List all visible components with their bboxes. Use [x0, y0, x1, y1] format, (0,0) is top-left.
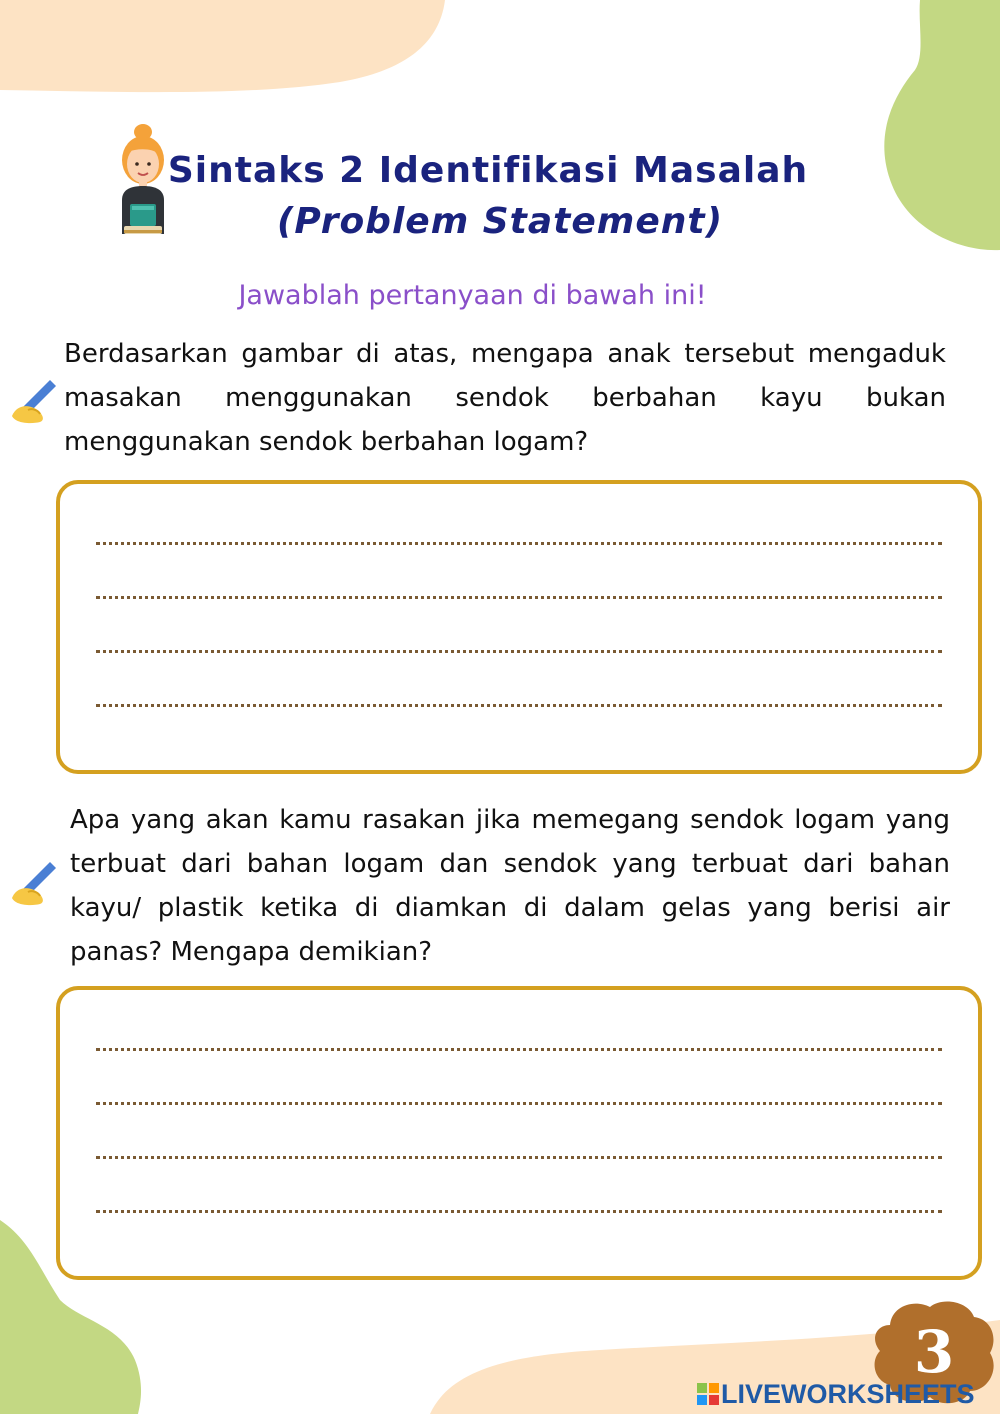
page-number: 3	[913, 1318, 955, 1386]
answer-line[interactable]	[96, 1210, 942, 1213]
answer-line[interactable]	[96, 1156, 942, 1159]
liveworksheets-logo-icon	[697, 1383, 719, 1405]
liveworksheets-brand[interactable]	[697, 1377, 975, 1411]
answer-line[interactable]	[96, 704, 942, 707]
answer-line[interactable]	[96, 1102, 942, 1105]
answer-line[interactable]	[96, 1048, 942, 1051]
writing-hand-icon	[10, 376, 58, 424]
writing-hand-icon	[10, 858, 58, 906]
worksheet-title	[0, 150, 1000, 242]
question-2-text: Apa yang akan kamu rasakan jika memegang sendok logam yang terbuat dari bahan logam dan sendok yang terbuat dari bahan kayu/ plastik ketika di diamkan di dalam gelas yang berisi air panas? Mengapa demikian?	[70, 805, 950, 967]
peach-blob-top-left	[0, 0, 460, 100]
answer-box-1[interactable]	[56, 480, 982, 774]
instruction-text: Jawablah pertanyaan di bawah ini!	[238, 280, 707, 311]
answer-line[interactable]	[96, 650, 942, 653]
title-line-2: (Problem Statement)	[276, 201, 724, 242]
title-line-1: Sintaks 2 Identifikasi Masalah	[167, 150, 809, 191]
brand-name: LIVEWORKSHEETS	[721, 1378, 975, 1409]
answer-line[interactable]	[96, 596, 942, 599]
answer-line[interactable]	[96, 542, 942, 545]
question-1-text: Berdasarkan gambar di atas, mengapa anak tersebut mengaduk masakan menggunakan sendok berbahan kayu bukan menggunakan sendok berbahan logam?	[64, 339, 946, 457]
answer-box-2[interactable]	[56, 986, 982, 1280]
